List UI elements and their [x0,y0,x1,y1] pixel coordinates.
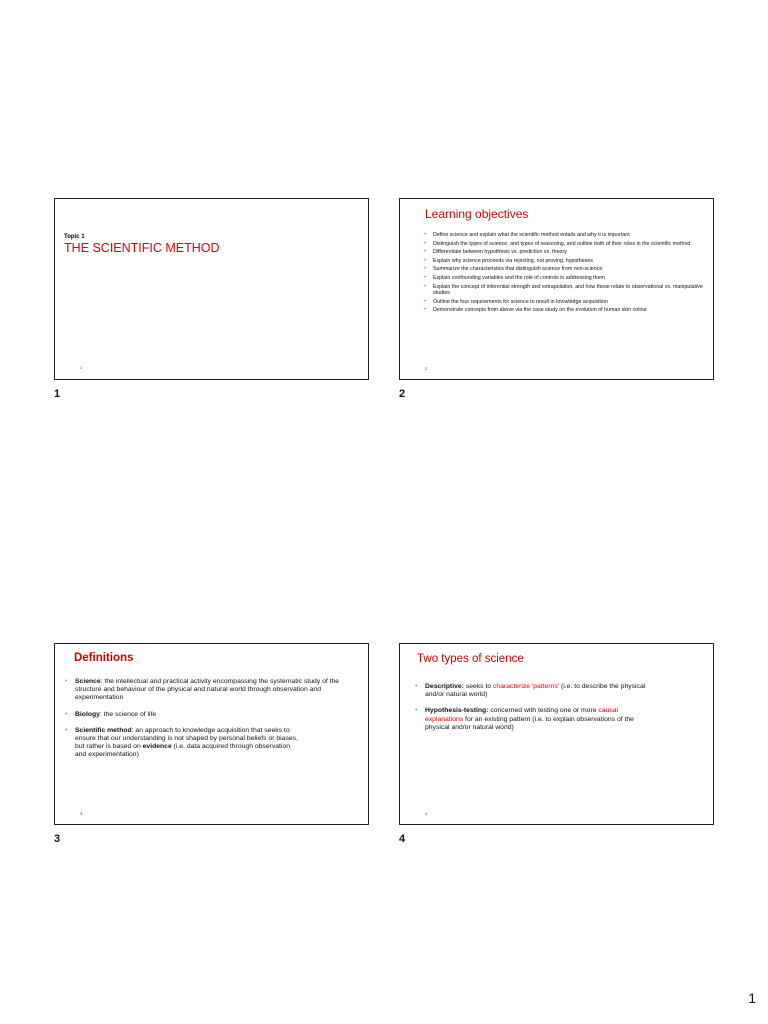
slide-4 [399,643,714,825]
list-item [415,683,655,699]
list-item: • Distinguish the types of science, and types of reasoning, and outline both of their roles in the scientific method [424,241,709,248]
definition-tail: (i.e. data acquired through observation and experimentation) [75,743,290,759]
term: Hypothesis-testing: [425,707,489,715]
slide-2 [399,198,714,380]
slide-number: 1 [80,365,83,370]
science-types-list [415,683,655,740]
slide-title: Two types of science [417,653,524,665]
slide-1 [54,198,369,380]
list-item [65,678,355,703]
term: Science [75,678,101,685]
term: Biology [75,710,100,718]
list-item: • Explain confounding variables and the role of controls in addressing them [424,275,709,282]
objectives-list [424,232,709,316]
item-text: seeks to [463,683,494,690]
emphasis: evidence [142,743,172,751]
slide-label: 3 [54,833,61,845]
list-item: • Explain the concept of inferential strength and extrapolation, and how these relate to observational vs. manipulative studies [424,284,709,297]
list-item: • Demonstrate concepts from above via the case study on the evolution of human skin colour [424,307,709,314]
definition-text: : the intellectual and practical activity encompassing the systematic study of the structure and behaviour of the physical and natural world through observation and experimentation [75,678,340,702]
slide-number: 3 [80,811,83,816]
item-text: for an existing pattern (i.e. to explain observations of the physical and/or natural world) [425,715,634,731]
definition-text: : the science of life [99,710,157,718]
slide-label: 1 [54,388,61,400]
highlight-text: characterize 'patterns' [493,683,560,690]
slide-title: Definitions [74,652,134,664]
slide-title: THE SCIENTIFIC METHOD [64,241,220,255]
term: Descriptive: [425,683,464,690]
topic-label: Topic 1 [64,234,85,240]
slide-label: 2 [399,388,406,400]
list-item: • Differentiate between hypothesis vs. prediction vs. theory [424,249,709,256]
list-item: • Outline the four requirements for science to result in knowledge acquisition [424,299,709,306]
item-text: (i.e. to describe the physical and/or natural world) [425,683,646,699]
highlight-text: causal explanations [425,707,619,723]
page-number: 1 [748,990,756,1006]
list-item [65,727,300,760]
slide-title: Learning objectives [425,207,529,221]
list-item [65,711,355,719]
list-item [415,707,655,732]
term: Scientific method [75,726,132,734]
list-item: • Explain why science proceeds via rejecting, not proving, hypotheses [424,258,709,265]
slide-number: 4 [425,811,428,816]
list-item: • Summarize the characteristics that distinguish science from non-science [424,266,709,273]
definitions-list [65,678,355,768]
item-text: concerned with testing one or more [488,707,599,715]
slide-3 [54,643,369,825]
list-item: • Define science and explain what the scientific method entails and why it is important [424,232,709,239]
slide-label: 4 [399,833,406,845]
slide-number: 2 [425,366,428,371]
definition-text: : an approach to knowledge acquisition that seeks to ensure that our understanding is not shaped by personal beliefs or biases, but rather is based on [75,726,298,751]
